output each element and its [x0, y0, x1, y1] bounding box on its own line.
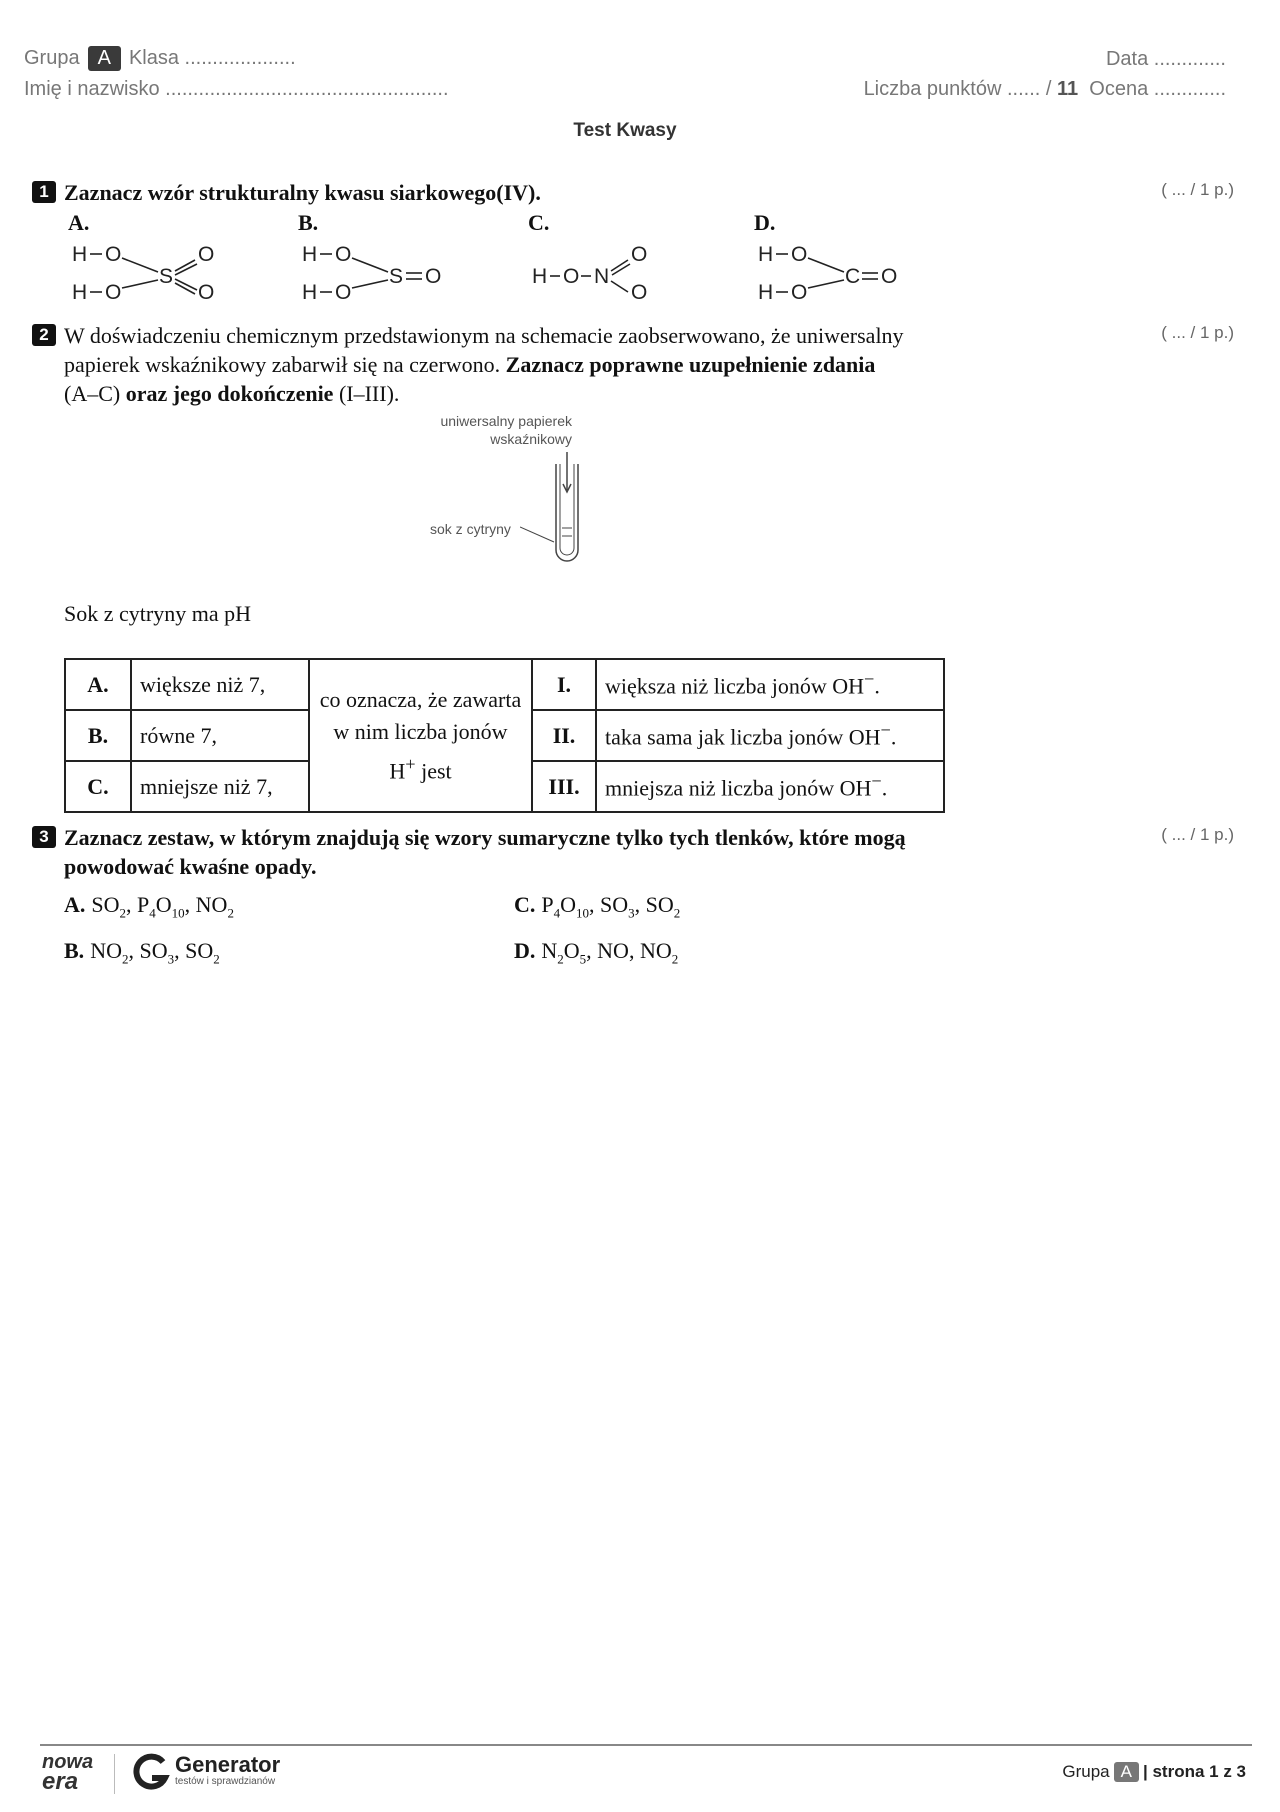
q1-option-c-label[interactable]: C.	[528, 210, 550, 235]
svg-text:H: H	[72, 243, 88, 266]
q2-lead: Sok z cytryny ma pH	[64, 601, 251, 626]
answer-letter: D.	[514, 938, 536, 963]
svg-text:O: O	[198, 243, 215, 266]
svg-text:O: O	[631, 243, 648, 266]
svg-text:O: O	[105, 243, 122, 266]
footer-page-info	[1062, 1762, 1246, 1782]
q3-answer-c[interactable]: C. $P_4O_{10}$, $SO_3$, $SO_2$	[514, 892, 681, 921]
svg-text:S: S	[159, 265, 174, 288]
punkty-max: 11	[1057, 78, 1079, 100]
svg-text:O: O	[791, 243, 808, 266]
svg-text:O: O	[881, 265, 898, 288]
q1-option-b-label[interactable]: B.	[298, 210, 319, 235]
middle-text-end: jest	[421, 758, 452, 784]
q1-option-d-label[interactable]: D.	[754, 210, 776, 235]
svg-text:C: C	[845, 265, 861, 288]
svg-text:H: H	[532, 265, 548, 288]
q1-points: ( ... / 1 p.)	[1161, 180, 1234, 199]
data-field[interactable]: Data .............	[1105, 48, 1226, 70]
klasa-field[interactable]: Klasa ....................	[128, 47, 296, 69]
svg-text:H: H	[758, 243, 774, 266]
question-number: 2	[32, 324, 56, 346]
svg-text:O: O	[335, 243, 352, 266]
svg-text:O: O	[631, 281, 648, 304]
svg-text:N: N	[594, 265, 610, 288]
imie-field[interactable]: Imię i nazwisko ...................................................	[24, 78, 449, 100]
punkty-field	[864, 78, 1226, 101]
option-text[interactable]: większe niż 7,	[131, 659, 309, 710]
ending-text[interactable]: większa niż liczba jonów OH−.	[596, 659, 944, 710]
footer-grupa-badge: A	[1114, 1762, 1139, 1782]
svg-text:H: H	[302, 281, 318, 304]
svg-text:O: O	[335, 281, 352, 304]
formula-a[interactable]	[70, 236, 230, 306]
option-letter[interactable]: A.	[65, 659, 131, 710]
answer-letter: A.	[64, 892, 86, 917]
grupa-badge: A	[88, 46, 121, 71]
middle-text: co oznacza, że zawarta w nim liczba jonów H	[319, 686, 522, 784]
question-number: 3	[32, 826, 56, 848]
svg-text:H: H	[758, 281, 774, 304]
fig-label-sok: sok z cytryny	[430, 521, 511, 537]
page-title: Test Kwasy	[573, 120, 677, 141]
table-middle: co oznacza, że zawarta w nim liczba jonów H+ jest	[309, 659, 532, 812]
formula-c[interactable]	[530, 236, 690, 306]
fig-label-papierek: uniwersalny papierek wskaźnikowy	[440, 413, 572, 447]
q1-text: Zaznacz wzór strukturalny kwasu siarkowego(IV).	[64, 180, 541, 205]
nowa-era-logo: nowa era	[42, 1751, 94, 1795]
option-text[interactable]: mniejsze niż 7,	[131, 761, 309, 812]
q2-text-range-2: (I–III).	[338, 381, 400, 406]
answer-letter: C.	[514, 892, 536, 917]
svg-text:O: O	[105, 281, 122, 304]
q2-text-intro: W doświadczeniu chemicznym przedstawionym na schemacie zaobserwowano, że uniwersalny papierek wskaźnikowy zabarwił się na czerwono.	[64, 323, 904, 377]
q2-text-instruction-2: oraz jego dokończenie	[125, 381, 334, 406]
ending-text[interactable]: taka sama jak liczba jonów OH−.	[596, 710, 944, 761]
generator-logo-icon	[130, 1750, 172, 1792]
svg-text:O: O	[791, 281, 808, 304]
q3-points: ( ... / 1 p.)	[1161, 825, 1234, 844]
answer-table	[64, 658, 945, 813]
roman-number[interactable]: II.	[532, 710, 596, 761]
svg-text:S: S	[389, 265, 404, 288]
formula-d[interactable]	[756, 236, 916, 306]
q3-answer-d[interactable]: D. $N_2O_5$, NO, $NO_2$	[514, 938, 679, 967]
option-letter[interactable]: B.	[65, 710, 131, 761]
generator-logo: Generator testów i sprawdzianów	[175, 1752, 281, 1787]
test-tube-figure	[520, 450, 590, 570]
table-row	[65, 659, 944, 710]
q3-answer-b[interactable]: B. $NO_2$, $SO_3$, $SO_2$	[64, 938, 220, 967]
header-grupa	[24, 46, 296, 71]
svg-text:O: O	[198, 281, 215, 304]
roman-number[interactable]: III.	[532, 761, 596, 812]
answer-letter: B.	[64, 938, 85, 963]
ending-text[interactable]: mniejsza niż liczba jonów OH−.	[596, 761, 944, 812]
option-text[interactable]: równe 7,	[131, 710, 309, 761]
formula-b[interactable]	[300, 236, 460, 306]
footer-grupa-label: Grupa	[1062, 1762, 1110, 1781]
roman-number[interactable]: I.	[532, 659, 596, 710]
q2-points: ( ... / 1 p.)	[1161, 323, 1234, 342]
svg-text:O: O	[563, 265, 580, 288]
footer-page-number: | strona 1 z 3	[1142, 1762, 1246, 1781]
grupa-label: Grupa	[24, 47, 80, 69]
q2-text	[64, 321, 904, 408]
q3-answer-a[interactable]: A. $SO_2$, $P_4O_{10}$, $NO_2$	[64, 892, 234, 921]
svg-text:O: O	[425, 265, 442, 288]
svg-text:H: H	[302, 243, 318, 266]
ocena-field[interactable]: Ocena .............	[1089, 78, 1226, 100]
q2-text-instruction: Zaznacz poprawne uzupełnienie zdania	[505, 352, 876, 377]
q3-text: Zaznacz zestaw, w którym znajdują się wzory sumaryczne tylko tych tlenków, które mogą powodować kwaśne opady.	[64, 825, 906, 879]
footer-divider	[40, 1744, 1252, 1746]
svg-text:H: H	[72, 281, 88, 304]
question-number: 1	[32, 181, 56, 203]
punkty-label[interactable]: Liczba punktów ...... /	[863, 78, 1052, 100]
q2-text-range-1: (A–C)	[64, 381, 121, 406]
option-letter[interactable]: C.	[65, 761, 131, 812]
footer-separator	[114, 1754, 115, 1794]
q1-option-a-label[interactable]: A.	[68, 210, 90, 235]
